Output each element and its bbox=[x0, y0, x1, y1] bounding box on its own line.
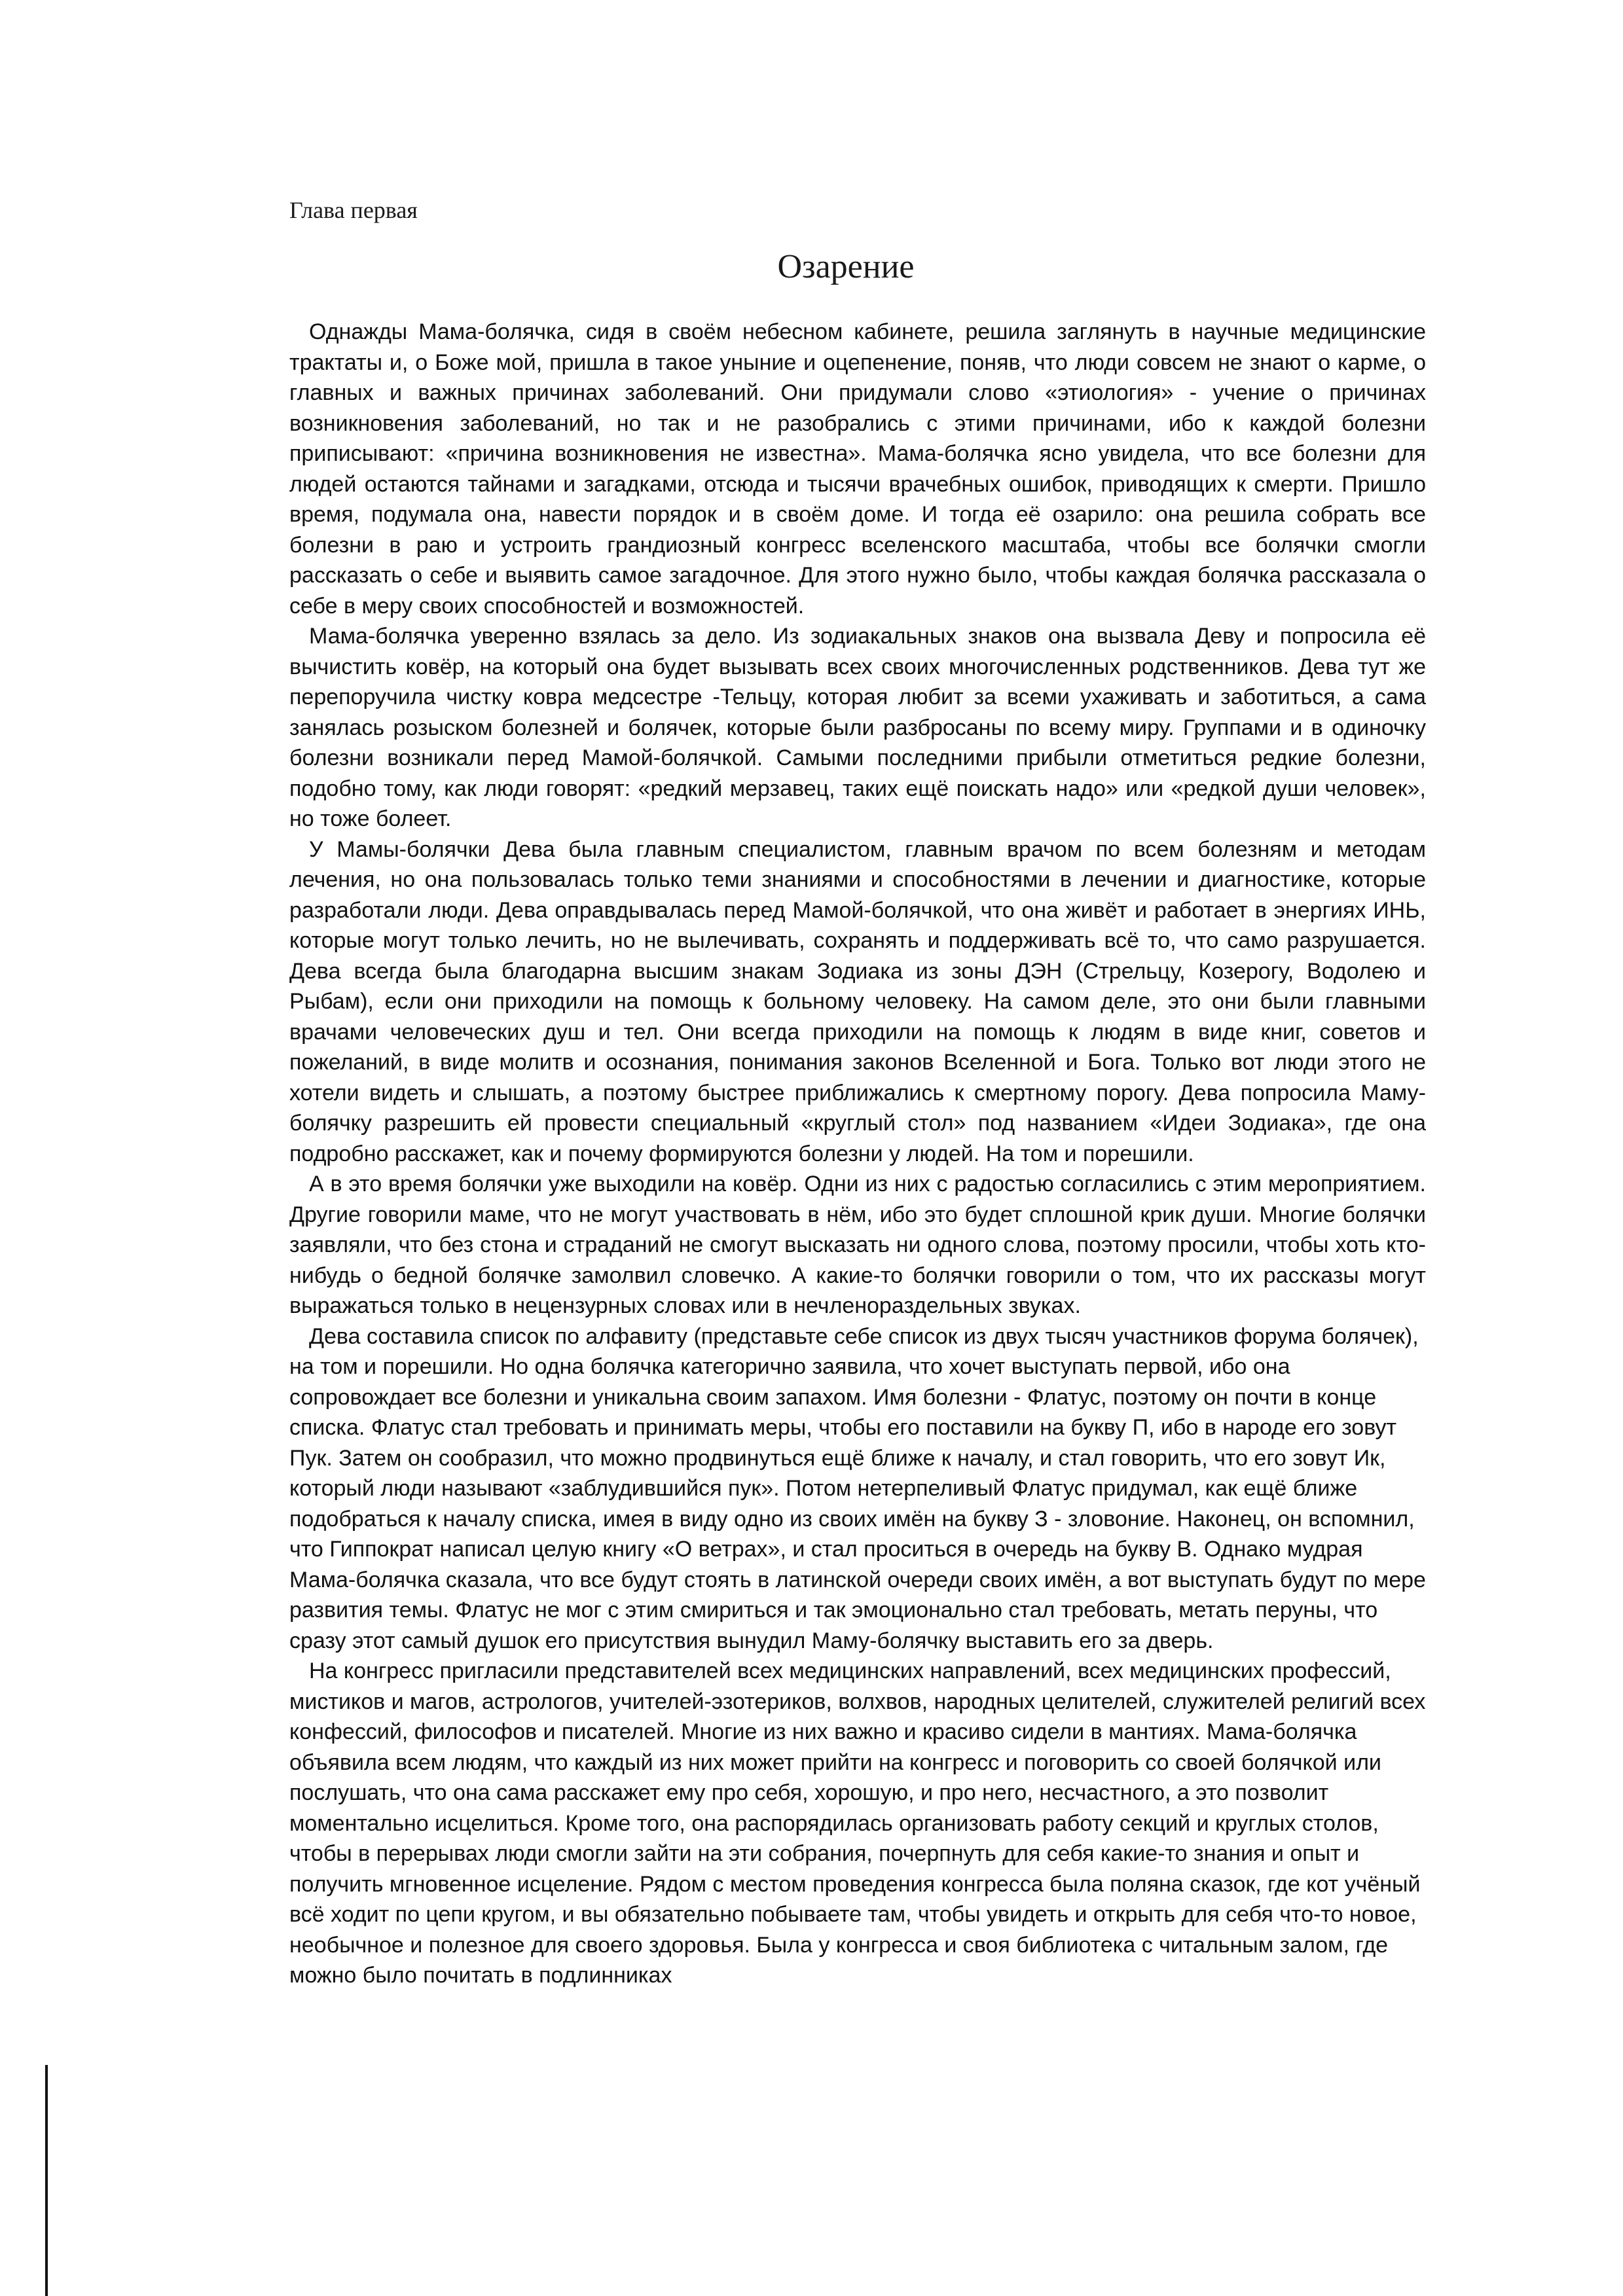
paragraph-2: Мама-болячка уверенно взялась за дело. Из зодиакальных знаков она вызвала Деву и попросила её вычистить ковёр, на который она будет вызывать всех своих многочисленных родственников. Дева тут же перепоручила чистку ковра медсестре -Тельцу, которая любит за всеми ухаживать и заботиться, а сама занялась розыском болезней и болячек, которые были разбросаны по всему миру. Группами и в одиночку болезни возникали перед Мамой-болячкой. Самыми последними прибыли отметиться редкие болезни, подобно тому, как люди говорят: «редкий мерзавец, таких ещё поискать надо» или «редкой души человек», но тоже болеет. bbox=[289, 624, 1426, 831]
chapter-title: Озарение bbox=[777, 248, 915, 285]
margin-line bbox=[45, 2065, 48, 2296]
paragraph-5: Дева составила список по алфавиту (представьте себе список из двух тысяч участников форума болячек), на том и порешили. Но одна болячка категорично заявила, что хочет выступать первой, ибо она сопровождает все болезни и уникальна своим запахом. Имя болезни - Флатус, поэтому он почти в конце списка. Флатус стал требовать и принимать меры, чтобы его поставили на букву П, ибо в народе его зовут Пук. Затем он сообразил, что можно продвинуться ещё ближе к началу, и стал говорить, что его зовут Ик, который люди называют «заблудившийся пук». Потом нетерпеливый Флатус придумал, как ещё ближе подобраться к началу списка, имея в виду одно из своих имён на букву З - зловоние. Наконец, он вспомнил, что Гиппократ написал целую книгу «О ветрах», и стал проситься в очередь на букву В. Однако мудрая Мама-болячка сказала, что все будут стоять в латинской очереди своих имён, а вот выступать будут по мере развития темы. Флатус не мог с этим смириться и так эмоционально стал требовать, метать перуны, что сразу этот самый душок его присутствия вынудил Маму-болячку выставить его за дверь. bbox=[289, 1323, 1426, 1653]
chapter-label: Глава первая bbox=[289, 197, 418, 223]
paragraph-3: У Мамы-болячки Дева была главным специалистом, главным врачом по всем болезням и методам лечения, но она пользовалась только теми знаниями и способностями в лечении и диагностике, которые разработали люди. Дева оправдывалась перед Мамой-болячкой, что она живёт и работает в энергиях ИНЬ, которые могут только лечить, но не вылечивать, сохранять и поддерживать всё то, что само разрушается. Дева всегда была благодарна высшим знакам Зодиака из зоны ДЭН (Стрельцу, Козерогу, Водолею и Рыбам), если они приходили на помощь к больному человеку. На самом деле, это они были главными врачами человеческих душ и тел. Они всегда приходили на помощь к людям в виде книг, советов и пожеланий, в виде молитв и осознания, понимания законов Вселенной и Бога. Только вот люди этого не хотели видеть и слышать, а поэтому быстрее приближались к смертному порогу. Дева попросила Маму-болячку разрешить ей провести специальный «круглый стол» под названием «Идеи Зодиака», где она подробно расскажет, как и почему формируются болезни у людей. На том и порешили. bbox=[289, 836, 1426, 1166]
paragraph-4: А в это время болячки уже выходили на ковёр. Одни из них с радостью согласились с этим мероприятием. Другие говорили маме, что не могут участвовать в нём, ибо это будет сплошной крик души. Многие болячки заявляли, что без стона и страданий не смогут высказать ни одного слова, поэтому просили, чтобы хоть кто-нибудь о бедной болячке замолвил словечко. А какие-то болячки говорили о том, что их рассказы могут выражаться только в нецензурных словах или в нечленораздельных звуках. bbox=[289, 1172, 1426, 1318]
paragraph-1: Однажды Мама-болячка, сидя в своём небесном кабинете, решила заглянуть в научные медицинские трактаты и, о Боже мой, пришла в такое уныние и оцепенение, поняв, что люди совсем не знают о карме, о главных и важных причинах заболеваний. Они придумали слово «этиология» - учение о причинах возникновения заболеваний, но так и не разобрались с этими причинами, ибо к каждой болезни приписывают: «причина возникновения не известна». Мама-болячка ясно увидела, что все болезни для людей остаются тайнами и загадками, отсюда и тысячи врачебных ошибок, приводящих к смерти. Пришло время, подумала она, навести порядок и в своём доме. И тогда её озарило: она решила собрать все болезни в раю и устроить грандиозный конгресс вселенского масштаба, чтобы все болячки смогли рассказать о себе и выявить самое загадочное. Для этого нужно было, чтобы каждая болячка рассказала о себе в меру своих способностей и возможностей. bbox=[289, 319, 1426, 619]
paragraph-6: На конгресс пригласили представителей всех медицинских направлений, всех медицинских профессий, мистиков и магов, астрологов, учителей-эзотериков, волхвов, народных целителей, служителей религий всех конфессий, философов и писателей. Многие из них важно и красиво сидели в мантиях. Мама-болячка объявила всем людям, что каждый из них может прийти на конгресс и поговорить со своей болячкой или послушать, что она сама расскажет ему про себя, хорошую, и про него, несчастного, а это позволит моментально исцелиться. Кроме того, она распорядилась организовать работу секций и круглых столов, чтобы в перерывах люди смогли зайти на эти собрания, почерпнуть для себя какие-то знания и опыт и получить мгновенное исцеление. Рядом с местом проведения конгресса была поляна сказок, где кот учёный всё ходит по цепи кругом, и вы обязательно побываете там, чтобы увидеть и открыть для себя что-то новое, необычное и полезное для своего здоровья. Была у конгресса и своя библиотека с читальным залом, где можно было почитать в подлинниках bbox=[289, 1659, 1426, 1988]
chapter-body bbox=[289, 317, 1426, 1991]
